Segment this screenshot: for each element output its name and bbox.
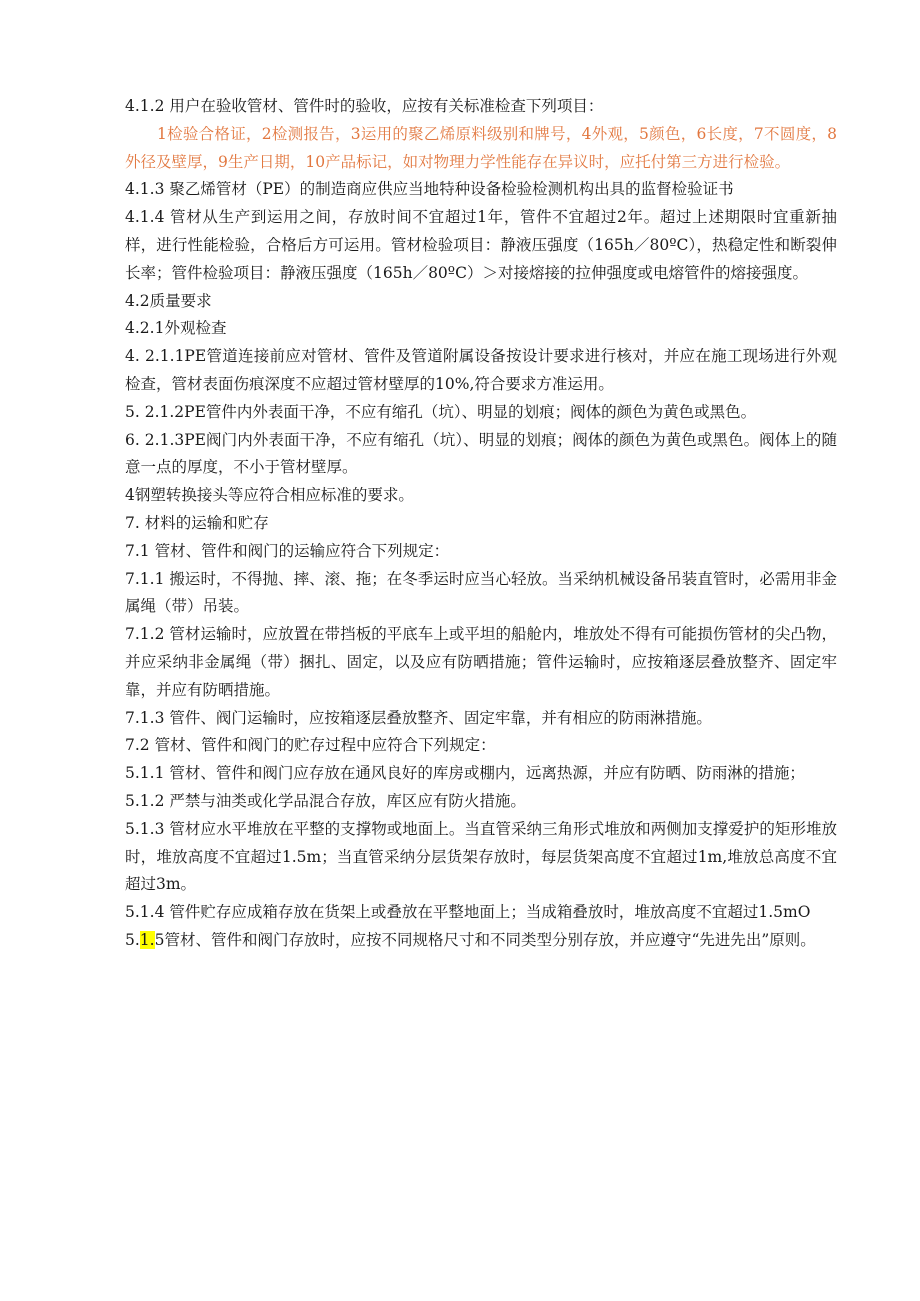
paragraph-5-1-4: 5.1.4 管件贮存应成箱存放在货架上或叠放在平整地面上；当成箱叠放时，堆放高度不宜超过1.5mO [125, 903, 811, 922]
paragraph-4-1-2: 4.1.2 用户在验收管材、管件时的验收，应按有关标准检查下列项目： [125, 97, 604, 115]
heading-4-2-1: 4.2.1外观检查 [125, 319, 227, 338]
heading-4-2: 4.2质量要求 [125, 291, 212, 310]
paragraph-2-1-3: 6. 2.1.3PE阀门内外表面干净，不应有缩孔（坑）、明显的划痕；阀体的颜色为黄色或黑色。阀体上的随意一点的厚度，不小于管材壁厚。 [125, 430, 837, 477]
paragraph-7-1-2: 7.1.2 管材运输时，应放置在带挡板的平底车上或平坦的船舱内，堆放处不得有可能损伤管材的尖凸物，并应采纳非金属绳（带）捆扎、固定，以及应有防晒措施；管件运输时，应按箱逐层叠放整齐、固定牢靠，并应有防晒措施。 [125, 625, 837, 699]
paragraph-steel-plastic-joint: 4钢塑转换接头等应符合相应标准的要求。 [125, 486, 414, 505]
paragraph-7-1-1: 7.1.1 搬运时，不得抛、摔、滚、拖；在冬季运时应当心轻放。当采纳机械设备吊装直管时，必需用非金属绳（带）吊装。 [125, 569, 837, 616]
paragraph-7-1-3: 7.1.3 管件、阀门运输时，应按箱逐层叠放整齐、固定牢靠，并有相应的防雨淋措施。 [125, 708, 712, 727]
paragraph-4-1-4: 4.1.4 管材从生产到运用之间，存放时间不宜超过1年，管件不宜超过2年。超过上述期限时宜重新抽样，进行性能检验，合格后方可运用。管材检验项目：静液压强度（165h／80ºC），热稳定性和断裂伸长率；管件检验项目：静液压强度（165h／80ºC）＞对接熔接的拉伸强度或电熔管件的熔接强度。 [125, 208, 837, 282]
heading-7: 7. 材料的运输和贮存 [125, 513, 269, 532]
heading-7-2: 7.2 管材、管件和阀门的贮存过程中应符合下列规定： [125, 736, 496, 755]
paragraph-2-1-2: 5. 2.1.2PE管件内外表面干净，不应有缩孔（坑）、明显的划痕；阀体的颜色为黄色或黑色。 [125, 402, 757, 421]
document-body [125, 93, 837, 955]
heading-7-1: 7.1 管材、管件和阀门的运输应符合下列规定： [125, 541, 450, 560]
paragraph-5-1-1: 5.1.1 管材、管件和阀门应存放在通风良好的库房或棚内，远离热源，并应有防晒、防雨淋的措施； [125, 764, 805, 783]
paragraph-5-1-5 [125, 927, 837, 955]
paragraph-5-1-5-text: 5管材、管件和阀门存放时，应按不同规格尺寸和不同类型分别存放，并应遵守“先进先出”原则。 [154, 930, 816, 949]
paragraph-inspection-items: 1检验合格证，2检测报告，3运用的聚乙烯原料级别和牌号，4外观，5颜色，6长度，7不圆度，8外径及壁厚，9生产日期，10产品标记，如对物理力学性能存在异议时，应托付第三方进行检验。 [125, 124, 837, 171]
paragraph-5-1-2: 5.1.2 严禁与油类或化学品混合存放，库区应有防火措施。 [125, 791, 526, 810]
paragraph-2-1-1: 4. 2.1.1PE管道连接前应对管材、管件及管道附属设备按设计要求进行核对，并应在施工现场进行外观检查，管材表面伤痕深度不应超过管材壁厚的10%,符合要求方准运用。 [125, 347, 837, 393]
paragraph-4-1-3: 4.1.3 聚乙烯管材（PE）的制造商应供应当地特种设备检验检测机构出具的监督检验证书 [125, 180, 734, 199]
paragraph-5-1-3: 5.1.3 管材应水平堆放在平整的支撑物或地面上。当直管采纳三角形式堆放和两侧加支撑爱护的矩形堆放时，堆放高度不宜超过1.5m；当直管采纳分层货架存放时，每层货架高度不宜超过1m,堆放总高度不宜超过3m。 [125, 819, 837, 894]
highlighted-text: 1. [139, 930, 155, 949]
paragraph-5-1-5-prefix: 5. [125, 930, 140, 949]
